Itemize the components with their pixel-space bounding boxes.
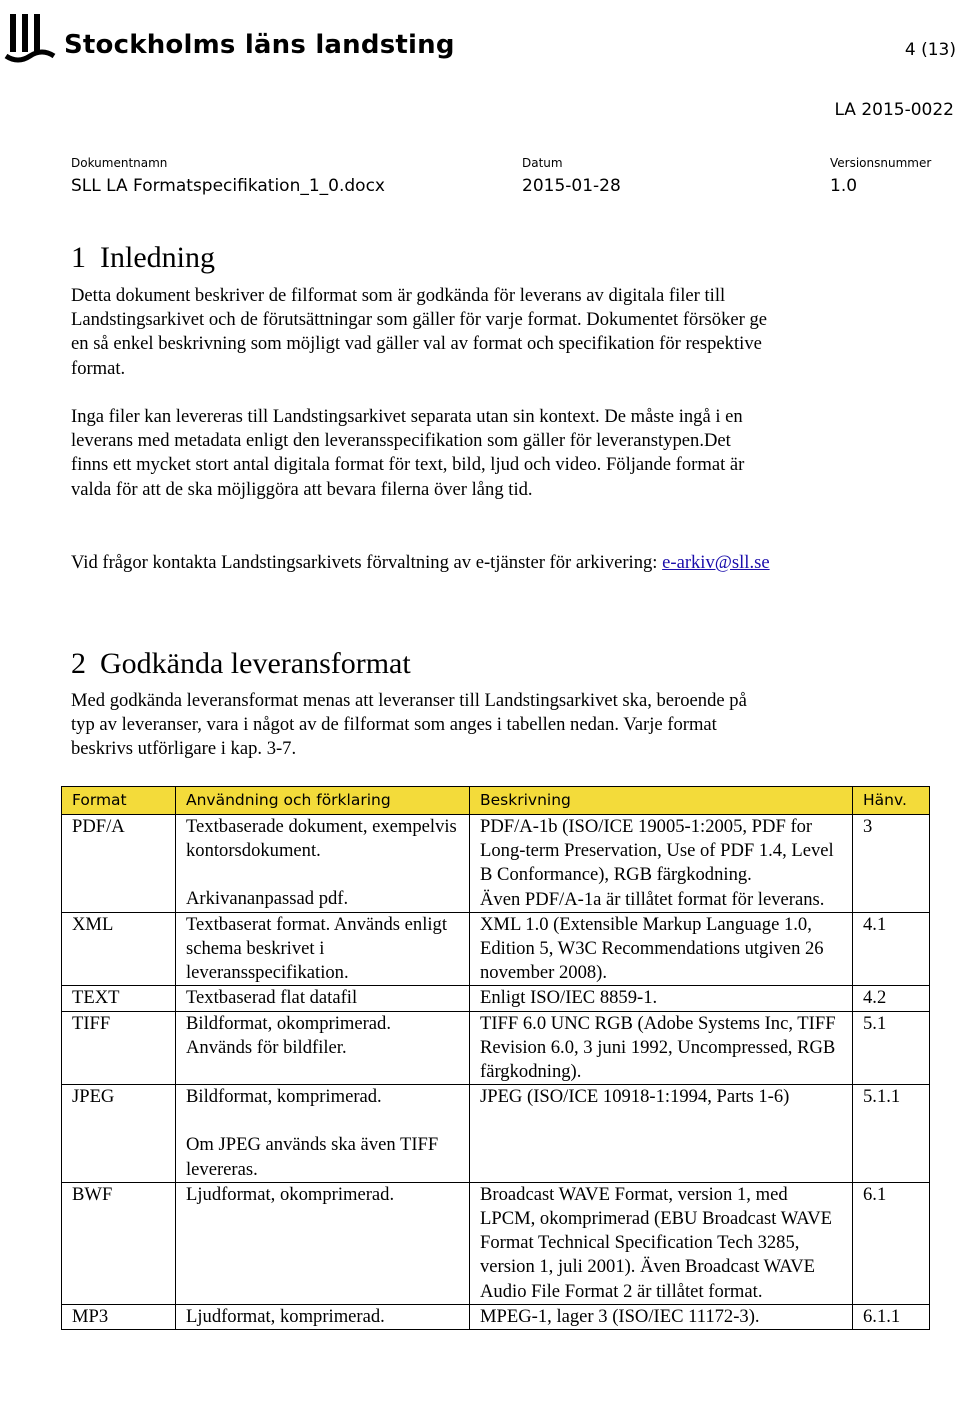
format-cell: PDF/A <box>62 815 176 913</box>
usage-text: Ljudformat, okomprimerad. <box>186 1183 395 1205</box>
format-cell: TIFF <box>62 1011 176 1085</box>
description-cell <box>470 1011 853 1085</box>
usage-text: Ljudformat, komprimerad. <box>186 1305 385 1327</box>
date-label: Datum <box>522 156 563 170</box>
description-cell <box>470 1182 853 1304</box>
section-1-title: Inledning <box>100 241 215 274</box>
format-table <box>61 786 930 1330</box>
version-value: 1.0 <box>830 176 858 196</box>
format-cell: XML <box>62 912 176 986</box>
cell-spacer <box>186 1109 459 1133</box>
usage-cell <box>176 1011 470 1085</box>
usage-cell <box>176 986 470 1011</box>
reference-cell: 3 <box>853 815 930 913</box>
table-row <box>62 912 930 986</box>
usage-cell <box>176 815 470 913</box>
usage-cell <box>176 1085 470 1183</box>
description-cell <box>470 912 853 986</box>
email-link[interactable]: e-arkiv@sll.se <box>662 552 770 573</box>
reference-cell: 4.2 <box>853 986 930 1011</box>
description-text: Även PDF/A-1a är tillåtet format för leverans. <box>480 888 825 910</box>
organization-logo <box>4 6 455 64</box>
date-value: 2015-01-28 <box>522 176 621 196</box>
description-text: TIFF 6.0 UNC RGB (Adobe Systems Inc, TIFF Revision 6.0, 3 juni 1992, Uncompressed, RGB färgkodning). <box>480 1012 836 1083</box>
usage-text: Textbaserat format. Används enligt schema beskrivet i leveransspecifikation. <box>186 913 448 984</box>
usage-cell <box>176 1304 470 1329</box>
description-text: JPEG (ISO/ICE 10918-1:1994, Parts 1-6) <box>480 1086 790 1108</box>
sll-logo-icon <box>4 12 56 64</box>
description-cell <box>470 1304 853 1329</box>
reference-cell: 5.1.1 <box>853 1085 930 1183</box>
usage-text: Arkivananpassad pdf. <box>186 888 349 910</box>
description-text: MPEG-1, lager 3 (ISO/IEC 11172-3). <box>480 1305 760 1327</box>
reference-cell: 4.1 <box>853 912 930 986</box>
description-text: XML 1.0 (Extensible Markup Language 1.0, Edition 5, W3C Recommendations utgiven 26 november 2008). <box>480 913 824 984</box>
usage-cell <box>176 1182 470 1304</box>
document-name-label: Dokumentnamn <box>71 156 168 170</box>
section-1-paragraph-1: Detta dokument beskriver de filformat som är godkända för leverans av digitala filer till Landstingsarkivet och de förutsättningar som gäller för varje format. Dokumentet försöker ge en så enkel beskrivning som möjligt vad gäller val av format och specifikation för respektive format. <box>71 285 768 379</box>
table-row <box>62 1085 930 1183</box>
reference-cell: 6.1.1 <box>853 1304 930 1329</box>
page-number: 4 (13) <box>904 40 956 60</box>
description-cell <box>470 986 853 1011</box>
cell-spacer <box>186 863 459 887</box>
description-text: Enligt ISO/IEC 8859-1. <box>480 987 658 1009</box>
section-1-heading <box>71 241 215 275</box>
section-1-paragraph-3 <box>71 551 771 575</box>
section-1-number: 1 <box>71 241 86 274</box>
usage-text: Textbaserad flat datafil <box>186 987 358 1009</box>
header-format: Format <box>62 787 176 815</box>
format-cell: MP3 <box>62 1304 176 1329</box>
format-cell: TEXT <box>62 986 176 1011</box>
description-text: PDF/A-1b (ISO/ICE 19005-1:2005, PDF for Long-term Preservation, Use of PDF 1.4, Level B Conformance), RGB färgkodning. <box>480 816 834 886</box>
table-row <box>62 1011 930 1085</box>
document-name-value: SLL LA Formatspecifikation_1_0.docx <box>71 176 385 196</box>
table-row <box>62 1304 930 1329</box>
usage-text: Textbaserade dokument, exempelvis kontorsdokument. <box>186 816 457 862</box>
description-cell <box>470 815 853 913</box>
description-cell <box>470 1085 853 1183</box>
reference-cell: 5.1 <box>853 1011 930 1085</box>
reference-cell: 6.1 <box>853 1182 930 1304</box>
description-text: Broadcast WAVE Format, version 1, med LPCM, okomprimerad (EBU Broadcast WAVE Format Technical Specification Tech 3285, version 1, juli 2001). Även Broadcast WAVE Audio File Format 2 är tillåtet format. <box>480 1183 833 1302</box>
section-2-paragraph-1: Med godkända leveransformat menas att leveranser till Landstingsarkivet ska, beroende på typ av leveranser, vara i något av de filformat som anges i tabellen nedan. Varje format beskrivs utförligare i kap. 3-7. <box>71 690 747 760</box>
usage-text: Bildformat, okomprimerad. Används för bildfiler. <box>186 1012 392 1058</box>
format-cell: JPEG <box>62 1085 176 1183</box>
logo-text: Stockholms läns landsting <box>64 30 455 60</box>
header-reference: Hänv. <box>853 787 930 815</box>
section-1-paragraph-2: Inga filer kan levereras till Landstingsarkivet separata utan sin kontext. De måste ingå i en leverans med metadata enligt den leveransspecifikation som gäller för leveranstypen.Det finns ett mycket stort antal digitala format för text, bild, ljud och video. Följande format är valda för att de ska möjliggöra att bevara filerna över lång tid. <box>71 406 745 500</box>
section-2-title: Godkända leveransformat <box>100 647 411 680</box>
usage-text: Om JPEG används ska även TIFF levereras. <box>186 1134 439 1180</box>
contact-text: Vid frågor kontakta Landstingsarkivets förvaltning av e-tjänster för arkivering: <box>71 552 663 573</box>
version-label: Versionsnummer <box>830 156 932 170</box>
section-2-number: 2 <box>71 647 86 680</box>
usage-cell <box>176 912 470 986</box>
table-body <box>62 815 930 1330</box>
document-reference: LA 2015-0022 <box>834 100 954 120</box>
usage-text: Bildformat, komprimerad. <box>186 1086 382 1108</box>
table-header-row <box>62 787 930 815</box>
table-row <box>62 815 930 913</box>
table-row <box>62 986 930 1011</box>
format-cell: BWF <box>62 1182 176 1304</box>
section-2-heading <box>71 647 411 681</box>
table-row <box>62 1182 930 1304</box>
header-usage: Användning och förklaring <box>176 787 470 815</box>
header-description: Beskrivning <box>470 787 853 815</box>
